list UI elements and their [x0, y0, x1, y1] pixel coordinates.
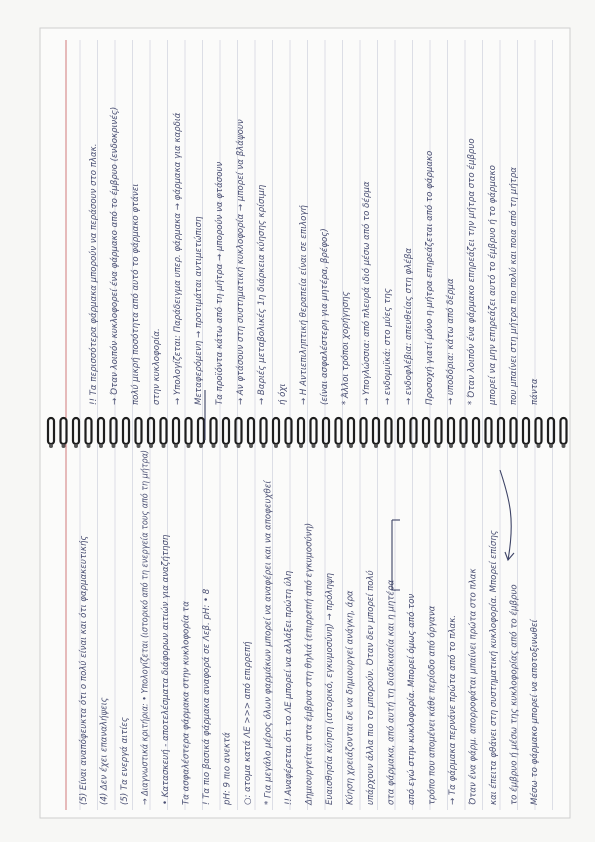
- punch-hole: [449, 444, 453, 448]
- punch-hole: [162, 444, 166, 448]
- punch-hole: [349, 444, 353, 448]
- punch-hole: [474, 444, 478, 448]
- handwritten-line: Μέσω το φάρμακο μπορεί να αποτοξινωθεί: [530, 619, 540, 805]
- handwritten-line: (είναι ασφαλέστερη για μητέρα, βρέφος): [320, 228, 330, 405]
- punch-hole: [512, 444, 516, 448]
- punch-hole: [424, 444, 428, 448]
- handwritten-line: → ενδομυϊκά: στο μύες της: [383, 288, 393, 405]
- punch-hole: [537, 444, 541, 448]
- handwritten-line: pH: 9 πιο ανεκτά: [222, 732, 233, 805]
- punch-hole: [112, 444, 116, 448]
- punch-hole: [187, 444, 191, 448]
- punch-hole: [87, 444, 91, 448]
- handwritten-line: Όταν ένα φάρμ. απορροφάται μπαίνει πρώτα στο πλακ: [468, 568, 479, 805]
- handwritten-line: πολύ μικρή ποσότητα από αυτό το φάρμακο φτάνει: [131, 183, 141, 405]
- punch-hole: [237, 444, 241, 448]
- punch-hole: [62, 444, 66, 448]
- punch-hole: [399, 444, 403, 448]
- handwritten-line: Τα προϊόντα κάτω από τη μήτρα → μπορούν να φτάσουν: [215, 161, 225, 405]
- handwritten-line: Δημιουργείται στα έμβρυα στη θηλιά (επιρρεπή από εγκυμοσύνη): [304, 522, 315, 805]
- handwritten-line: από εγώ στην κυκλοφορία. Μπορεί όμως από τον: [407, 593, 417, 805]
- handwritten-line: (5) Τα ενεργά αιτίες: [120, 717, 130, 805]
- handwritten-line: πάντα: [530, 378, 540, 405]
- punch-hole: [312, 444, 316, 448]
- punch-hole: [437, 444, 441, 448]
- punch-hole: [487, 444, 491, 448]
- handwritten-line: → Αν φτάσουν στη συστηματική κυκλοφορία → μπορεί να βλάψουν: [236, 119, 246, 405]
- handwritten-line: !! Τα περισσότερα φάρμακα μπορούν να περάσουν στο πλακ.: [89, 143, 99, 405]
- handwritten-line: Κύηση χρειάζονται δε να δημιουργεί ανάγκη, άρα: [345, 590, 356, 805]
- handwritten-line: → Η Αντιεπιληπτική θεραπεία είναι σε επιλογή: [299, 205, 309, 405]
- handwritten-line: * Για μεγάλο μέρος όλων φαρμάκων μπορεί να αναφέρει και να αποφευχθεί: [263, 480, 274, 805]
- handwritten-line: → Διαγνωστικά κριτήρια: • Υπολογίζεται (ιστορικό από τη ενεργεία τους από τη μήτρα): [140, 422, 151, 805]
- handwritten-line: !! Αναφέρεται ότι το ΛΕ μπορεί να αλλάξει πρώτη ύλη: [284, 570, 294, 805]
- punch-hole: [524, 444, 528, 448]
- punch-hole: [362, 444, 366, 448]
- punch-hole: [99, 444, 103, 448]
- punch-hole: [249, 444, 253, 448]
- handwritten-line: και έπειτα φθάνει στη συστηματική κυκλοφορία. Μπορεί επίσης: [489, 530, 499, 805]
- punch-hole: [287, 444, 291, 448]
- handwritten-line: → Τα φάρμακα περνάνε πρώτα από το πλακ.: [448, 615, 458, 805]
- punch-hole: [199, 444, 203, 448]
- punch-hole: [174, 444, 178, 448]
- handwritten-line: τρόπο που απομένει κάθε περίοδο από όργανα: [427, 605, 438, 805]
- punch-hole: [274, 444, 278, 448]
- punch-hole: [49, 444, 53, 448]
- punch-hole: [149, 444, 153, 448]
- punch-hole: [337, 444, 341, 448]
- handwritten-line: Μεταφερόμενη → προτιμάται αντιμετώπιση: [194, 216, 204, 405]
- handwritten-line: στην κυκλοφορία.: [152, 328, 162, 405]
- handwritten-line: ή όχι: [278, 383, 288, 405]
- handwritten-line: * Όταν λοιπόν ένα φάρμακο επηρεάζει την μήτρα στο έμβρυο: [467, 138, 477, 405]
- handwritten-line: Ευαισθησία κύηση (ιστορικό, εγκυμοσύνη) → πρόληψη: [325, 573, 335, 805]
- punch-hole: [74, 444, 78, 448]
- punch-hole: [462, 444, 466, 448]
- punch-hole: [212, 444, 216, 448]
- punch-hole: [387, 444, 391, 448]
- handwritten-line: → Βαριές μεταβολικές 1η διάρκεια κύησης κρίσιμη: [257, 184, 267, 405]
- punch-hole: [124, 444, 128, 448]
- handwritten-line: που μπαίνει στη μήτρα πιο πολύ και ποια από τη μήτρα: [509, 167, 519, 405]
- punch-hole: [412, 444, 416, 448]
- punch-hole: [499, 444, 503, 448]
- handwritten-line: • Κατασκευή - αποτελέσματα διάφορων αιτιών για αναζήτηση: [161, 534, 171, 805]
- handwritten-line: → Υπολογίζεται: Παράδειγμα υπερ. φάρμακα → φάρμακα για καρδιά: [173, 112, 183, 405]
- punch-hole: [562, 444, 566, 448]
- handwritten-line: ○: ατομα κατά ΛΕ >>> από επιρρεπή: [243, 641, 253, 805]
- handwritten-line: (5) Είναι αναπόφευκτα ότι ο πολύ είναι και ότι φαρμακευτικής: [79, 535, 89, 805]
- handwritten-line: → Όταν λοιπόν κυκλοφορεί ένα φάρμακο από το έμβρυο (ενδοκρινές): [110, 106, 120, 405]
- handwritten-line: το έμβρυο ή μέσω της κυκλοφορίας από το έμβρυο: [509, 584, 520, 805]
- handwritten-line: → Υπογλώσσια: από πλευρά ιδιό μέσω από το δέρμα: [362, 181, 372, 405]
- handwritten-line: υπάρχουν άλλα πιο το μπορούν. Όταν δεν μπορεί πολύ: [366, 570, 376, 805]
- handwritten-line: * Άλλοι τρόποι χορήγησης: [341, 291, 351, 405]
- handwritten-line: ! Τα πιο βασικά φάρμακα αναφορά σε Λεβ. pH: • 8: [202, 588, 212, 805]
- punch-hole: [549, 444, 553, 448]
- handwritten-line: Τα ασφαλέστερα φάρμακα στην κυκλοφορία τα: [181, 601, 192, 805]
- punch-hole: [299, 444, 303, 448]
- punch-hole: [224, 444, 228, 448]
- handwritten-line: στα φάρμακα, από αυτή τη διαδικασία και η μητέρα: [386, 579, 397, 805]
- handwritten-line: Προσοχή γιατί μόνο η μήτρα επηρεάζεται από το φάρμακο: [425, 150, 435, 405]
- handwritten-line: → ενδοφλέβια: απευθείας στη φλέβα: [404, 247, 414, 405]
- punch-hole: [324, 444, 328, 448]
- punch-hole: [374, 444, 378, 448]
- handwritten-line: → υποδόρια: κάτω από δέρμα: [446, 278, 456, 405]
- punch-hole: [137, 444, 141, 448]
- punch-hole: [262, 444, 266, 448]
- handwritten-line: μπορεί να μην επηρεάζει αυτό το έμβρυο ή το φάρμακο: [488, 165, 498, 405]
- handwritten-line: (4) Δεν έχει επαναλήψεις: [99, 697, 110, 805]
